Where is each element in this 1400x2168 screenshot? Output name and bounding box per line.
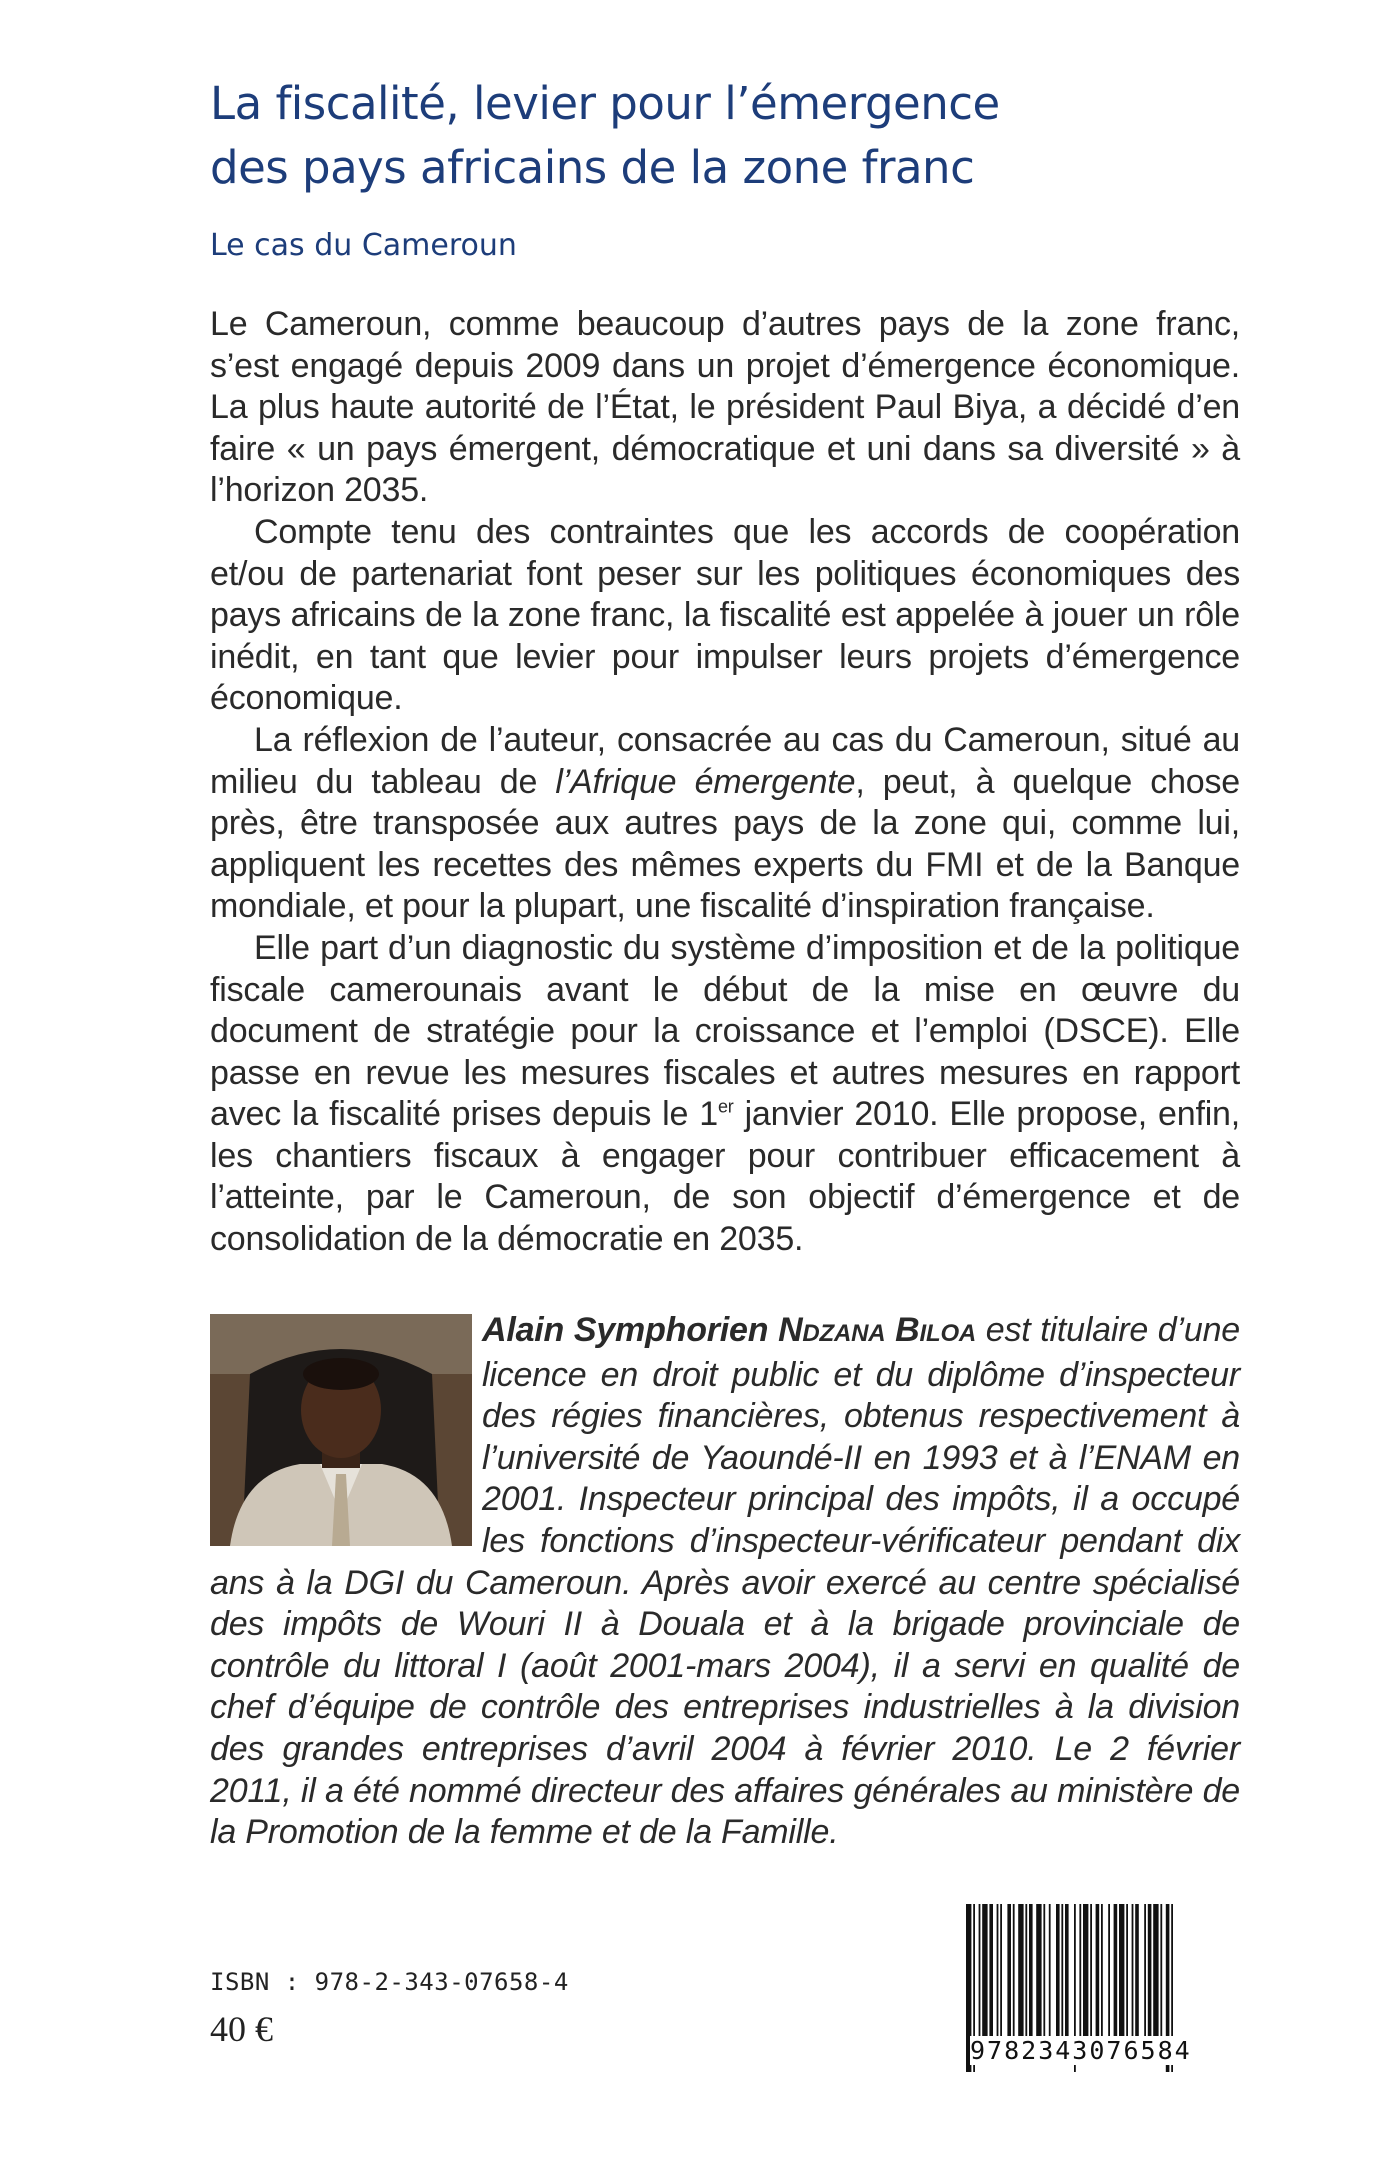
barcode-bar xyxy=(1126,1904,1128,2038)
barcode-bar xyxy=(1018,1904,1023,2038)
barcode-bar xyxy=(1101,1904,1103,2038)
barcode-bar xyxy=(1108,1904,1110,2038)
superscript-er: er xyxy=(717,1096,734,1117)
barcode-bar xyxy=(982,1904,987,2038)
barcode-digits: 9782343076584 xyxy=(970,2036,1240,2065)
barcode-bar xyxy=(1056,1904,1060,2038)
barcode-bar xyxy=(979,1904,981,2038)
barcode-bar xyxy=(1079,1904,1081,2038)
summary-paragraph-4-end: janvier 2010. Elle propose, enfin, les chantiers fiscaux à engager pour contribuer efficacement à l’atteinte, par le Cameroun, de son objectif d’émergence et de consolidation de la démocratie en 2035. xyxy=(210,1095,1241,1259)
summary-paragraph-4-start: Elle part d’un diagnostic du système d’imposition et de la politique fiscale camerounais avant le début de la mise en œuvre du document de stratégie pour la croissance et l’emploi (DSCE). Elle passe en revue les mesures fiscales et autres mesures en rapport avec la fiscalité prises depuis le 1 xyxy=(210,928,1240,1134)
barcode-bar xyxy=(1000,1904,1002,2038)
barcode-bar xyxy=(1036,1904,1041,2038)
barcode-bar xyxy=(1096,1904,1100,2038)
summary-paragraph-3-italic: l’Afrique émergente xyxy=(555,762,856,801)
author-biography xyxy=(210,1310,1240,1854)
summary-paragraph-2: Compte tenu des contraintes que les accords de coopération et/ou de partenariat font peser sur les politiques économiques des pays africains de la zone franc, la fiscalité est appelée à jouer un rôle inédit, en tant que levier pour impulser leurs projets d’émergence économique. xyxy=(210,512,1240,718)
barcode-bar xyxy=(1007,1904,1011,2038)
barcode-bar xyxy=(1043,1904,1045,2038)
barcode-bar xyxy=(1083,1904,1088,2038)
photo-spacer xyxy=(210,1310,482,1550)
book-title-line-2: des pays africains de la zone franc xyxy=(210,141,975,194)
barcode-bar xyxy=(1061,1904,1063,2038)
book-title xyxy=(210,72,1210,200)
barcode-bar xyxy=(1029,1904,1033,2038)
barcode-bar xyxy=(1114,1904,1118,2038)
summary-paragraph-1: Le Cameroun, comme beaucoup d’autres pays de la zone franc, s’est engagé depuis 2009 dans un projet d’émergence économique. La plus haute autorité de l’État, le président Paul Biya, a décidé d’en faire « un pays émergent, démocratique et uni dans sa diversité » à l’horizon 2035. xyxy=(210,305,1240,510)
author-bio-text: est titulaire d’une licence en droit public et du diplôme d’inspecteur des régies financières, obtenus respectivement à l’université de Yaoundé-II en 1993 et à l’ENAM en 2001. Inspecteur principal des impôts, il a occupé les fonctions d’inspecteur-vérificateur pendant dix ans à la DGI du Cameroun. Après avoir exercé au centre spécialisé des impôts de Wouri II à Douala et à la brigade provinciale de contrôle du littoral I (août 2001-mars 2004), il a servi en qualité de chef d’équipe de contrôle des entreprises industrielles à la division des grandes entreprises d’avril 2004 à février 2010. Le 2 février 2011, il a été nommé directeur des affaires générales au ministère de la Promotion de la femme et de la Famille. xyxy=(210,1311,1240,1852)
book-title-line-1: La fiscalité, levier pour l’émergence xyxy=(210,77,1000,130)
book-subtitle: Le cas du Cameroun xyxy=(210,228,517,263)
barcode-bar xyxy=(1090,1904,1092,2038)
price-label: 40 € xyxy=(210,2009,273,2049)
barcode-bar xyxy=(997,1904,999,2038)
barcode-bar xyxy=(1013,1904,1015,2038)
barcode-bar xyxy=(1148,1904,1152,2038)
summary-paragraph-3-start: La réflexion de l’auteur, consacrée au cas du Cameroun, situé au milieu du tableau de xyxy=(210,720,1240,801)
barcode-bar xyxy=(1153,1904,1158,2038)
author-name: Alain Symphorien NDZANA BILOA xyxy=(482,1311,977,1349)
summary-paragraph-3-end: , peut, à quelque chose près, être transposée aux autres pays de la zone qui, comme lui, appliquent les recettes des mêmes experts du FMI et de la Banque mondiale, et pour la plupart, une fiscalité d’inspiration française. xyxy=(210,762,1240,926)
barcode-bar xyxy=(989,1904,993,2038)
barcode-bar xyxy=(1135,1904,1139,2038)
summary-paragraph-3 xyxy=(210,720,1240,928)
isbn-label: ISBN : 978-2-343-07658-4 xyxy=(210,1968,569,1996)
barcode-bar xyxy=(1119,1904,1124,2038)
barcode-bar xyxy=(1132,1904,1134,2038)
barcode-bar xyxy=(1144,1904,1146,2038)
barcode-bar xyxy=(1025,1904,1027,2038)
barcode-bar xyxy=(1065,1904,1069,2038)
barcode-bar xyxy=(1049,1904,1051,2038)
barcode-bar xyxy=(1160,1904,1162,2038)
summary-paragraph-4 xyxy=(210,928,1240,1261)
back-cover-summary xyxy=(210,304,1240,1261)
